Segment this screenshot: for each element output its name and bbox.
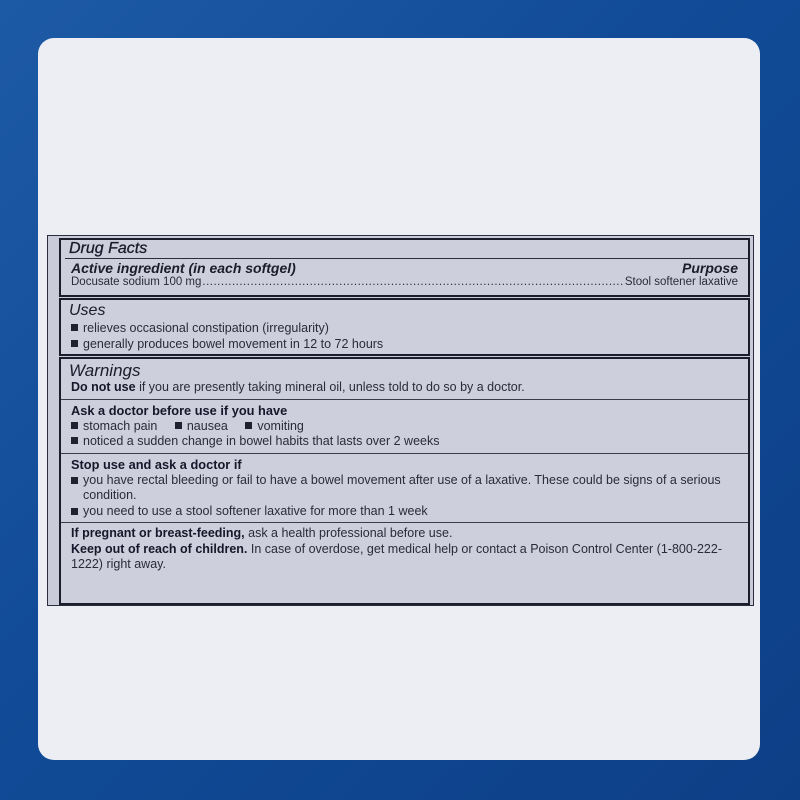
warnings-box [59, 357, 750, 605]
stop-use-title: Stop use and ask a doctor if [71, 456, 242, 472]
bullet-square-icon [175, 422, 182, 429]
bullet-square-icon [71, 422, 78, 429]
divider [61, 522, 748, 523]
do-not-use-body: if you are presently taking mineral oil, unless told to do so by a doctor. [135, 380, 525, 394]
uses-box [59, 298, 750, 356]
bullet-square-icon [71, 477, 78, 484]
warnings-title: Warnings [69, 361, 141, 380]
drug-facts-box [59, 238, 750, 297]
stop-use-item [61, 504, 748, 520]
uses-item-text: relieves occasional constipation (irregularity) [83, 321, 329, 335]
stop-use-item-text: you need to use a stool softener laxative for more than 1 week [83, 503, 428, 518]
ask-doctor-extra [61, 434, 748, 450]
active-ingredient-header-row [61, 260, 748, 276]
divider [61, 399, 748, 400]
symptom-item: stomach pain [83, 418, 158, 433]
bullet-square-icon [245, 422, 252, 429]
children-heading: Keep out of reach of children. [71, 541, 248, 556]
ingredient-name: Docusate sodium 100 mg [71, 276, 202, 288]
purpose-header: Purpose [681, 260, 738, 276]
dot-leader [202, 276, 623, 289]
divider [61, 453, 748, 454]
bullet-square-icon [71, 340, 78, 347]
ask-doctor-extra-text: noticed a sudden change in bowel habits that lasts over 2 weeks [83, 434, 440, 448]
symptom-item: vomiting [257, 418, 304, 433]
ingredient-row [61, 276, 748, 289]
divider [65, 258, 748, 259]
ask-doctor-symptoms [61, 419, 748, 435]
do-not-use-text [61, 380, 748, 396]
uses-item-text: generally produces bowel movement in 12 to 72 hours [83, 336, 384, 351]
stop-use-item-text: you have rectal bleeding or fail to have a bowel movement after use of a laxative. These could be signs of a serious condition. [83, 472, 721, 502]
children-text [61, 542, 748, 573]
symptom-item: nausea [186, 418, 228, 433]
pregnant-text [61, 526, 748, 542]
do-not-use-heading: Do not use [71, 380, 136, 394]
uses-item [61, 321, 748, 337]
stop-use-item [61, 473, 748, 504]
uses-title: Uses [69, 302, 106, 319]
ask-doctor-title: Ask a doctor before use if you have [71, 402, 288, 418]
active-ingredient-header: Active ingredient (in each softgel) [71, 260, 296, 276]
pregnant-heading: If pregnant or breast-feeding, [71, 526, 245, 540]
drug-facts-title: Drug Facts [69, 240, 148, 257]
bullet-square-icon [71, 508, 78, 515]
ingredient-purpose: Stool softener laxative [624, 276, 738, 288]
bullet-square-icon [71, 437, 78, 444]
pregnant-body: ask a health professional before use. [244, 526, 453, 540]
children-body: In case of overdose, get medical help or contact a Poison Control Center (1-800-222-1222) right away. [71, 541, 722, 571]
drug-facts-label [47, 235, 754, 606]
bullet-square-icon [71, 324, 78, 331]
uses-item [61, 337, 748, 353]
